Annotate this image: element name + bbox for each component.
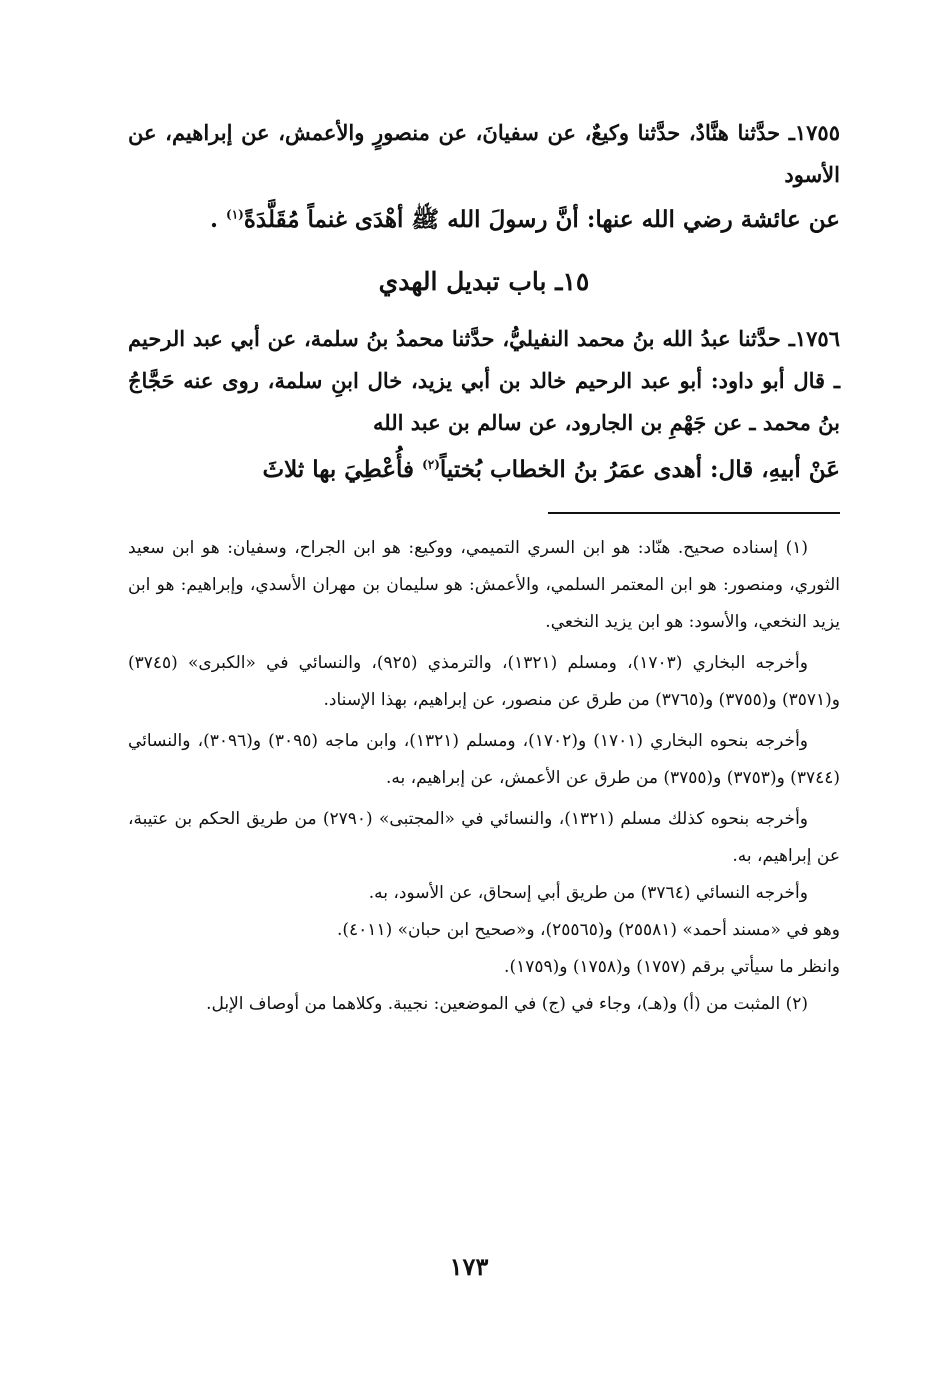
footnote-divider xyxy=(548,512,840,514)
footnote-2: (٢) المثبت من (أ) و(هـ)، وجاء في (ج) في الموضعين: نجيبة. وكلاهما من أوصاف الإبل. xyxy=(206,994,808,1014)
hadith-1755-matn-text: عن عائشة رضي الله عنها: أنَّ رسولَ الله ﷺ أهْدَى غنماً مُقَلَّدَةً xyxy=(243,206,840,233)
footnotes xyxy=(128,530,840,1023)
page-number: ١٧٣ xyxy=(449,1252,489,1281)
footnote-1: (١) إسناده صحيح. هنّاد: هو ابن السري التميمي، ووكيع: هو ابن الجراح، وسفيان: هو ابن سعيد الثوري، ومنصور: هو ابن المعتمر السلمي، والأعمش: هو سليمان بن مهران الأسدي، وإبراهيم: هو ابن يزيد النخعي، والأسود: هو ابن يزيد النخعي. xyxy=(128,538,840,632)
footnote-1-musnad: وهو في «مسند أحمد» (٢٥٥٨١) و(٢٥٥٦٥)، و«صحيح ابن حبان» (٤٠١١). xyxy=(337,920,840,940)
hadith-1755-isnad: ١٧٥٥ـ حدَّثنا هنَّادٌ، حدَّثنا وكيعٌ، عن سفيانَ، عن منصورٍ والأعمش، عن إبراهيم، عن الأسود xyxy=(128,120,840,187)
hadith-1756-matn xyxy=(128,448,840,492)
footnote-1-see-also: وانظر ما سيأتي برقم (١٧٥٧) و(١٧٥٨) و(١٧٥٩). xyxy=(504,957,840,977)
hadith-1755-matn xyxy=(128,198,840,242)
hadith-1756-matn-after: فأُعْطِيَ بها ثلاثَ xyxy=(262,456,423,483)
hadith-1756-matn-before: عَنْ أبيهِ، قال: أهدى عمَرُ بنُ الخطاب بُختياً xyxy=(439,456,840,483)
footnote-marker-2[interactable]: (٢) xyxy=(422,457,440,472)
footnote-1-takhrij-3: وأخرجه بنحوه كذلك مسلم (١٣٢١)، والنسائي في «المجتبى» (٢٧٩٠) من طريق الحكم بن عتيبة، عن إبراهيم، به. xyxy=(128,809,840,866)
footnote-1-takhrij-4: وأخرجه النسائي (٣٧٦٤) من طريق أبي إسحاق، عن الأسود، به. xyxy=(368,883,808,903)
footnote-1-takhrij-2: وأخرجه بنحوه البخاري (١٧٠١) و(١٧٠٢)، ومسلم (١٣٢١)، وابن ماجه (٣٠٩٥) و(٣٠٩٦)، والنسائي (٣٧٤٤) و(٣٧٥٣) و(٣٧٥٥) من طرق عن الأعمش، عن إبراهيم، به. xyxy=(128,731,840,788)
footnote-1-takhrij-1: وأخرجه البخاري (١٧٠٣)، ومسلم (١٣٢١)، والترمذي (٩٢٥)، والنسائي في «الكبرى» (٣٧٤٥) و(٣٥٧١) و(٣٧٥٥) و(٣٧٦٥) من طرق عن منصور، عن إبراهيم، بهذا الإسناد. xyxy=(128,653,840,710)
hadith-1756-isnad: ١٧٥٦ـ حدَّثنا عبدُ الله بنُ محمد النفيليُّ، حدَّثنا محمدُ بنُ سلمة، عن أبي عبد الرحيم ـ قال أبو داود: أبو عبد الرحيم خالد بن أبي يزيد، خال ابنِ سلمة، روى عنه حَجَّاجُ بنُ محمد ـ عن جَهْمِ بن الجارود، عن سالم بن عبد الله xyxy=(128,326,840,435)
page-body xyxy=(128,112,840,1023)
chapter-heading: ١٥ـ باب تبديل الهدي xyxy=(378,267,590,296)
hadith-1755-matn-end: . xyxy=(210,206,227,233)
footnote-marker-1[interactable]: (١) xyxy=(226,207,244,222)
